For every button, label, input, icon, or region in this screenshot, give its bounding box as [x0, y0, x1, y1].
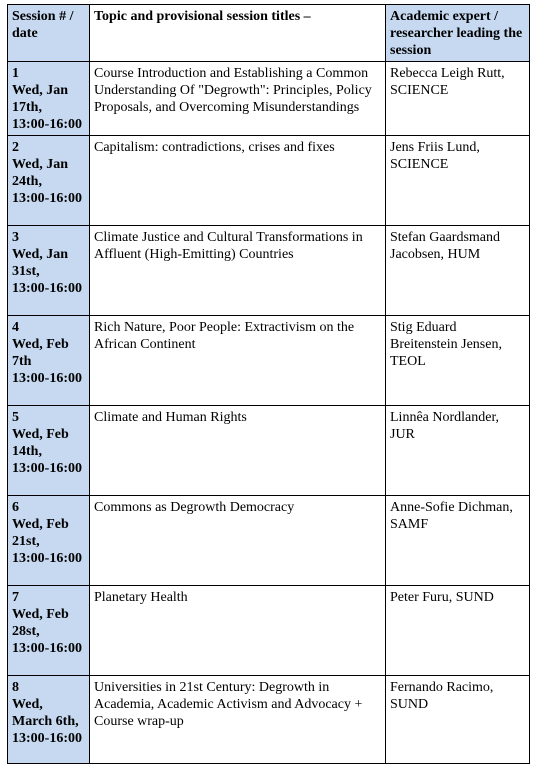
session-expert: Rebecca Leigh Rutt, SCIENCE: [386, 62, 530, 136]
session-topic: Climate Justice and Cultural Transformations in Affluent (High-Emitting) Countries: [90, 226, 386, 316]
session-time: 13:00-16:00: [12, 117, 82, 132]
session-date: 17th,: [12, 100, 42, 115]
session-number: 4: [12, 320, 19, 335]
session-day: Wed, Jan: [12, 83, 69, 98]
session-time: 13:00-16:00: [12, 641, 82, 656]
session-number: 3: [12, 230, 19, 245]
session-date: 24th,: [12, 174, 42, 189]
table-header-row: [8, 5, 530, 62]
session-day: Wed, Jan: [12, 157, 69, 172]
session-topic: Rich Nature, Poor People: Extractivism on the African Continent: [90, 316, 386, 406]
header-topic: Topic and provisional session titles –: [90, 5, 386, 62]
session-cell: [8, 496, 90, 586]
session-time: 13:00-16:00: [12, 371, 82, 386]
session-schedule-table: [7, 4, 530, 764]
session-expert: Linnêa Nordlander, JUR: [386, 406, 530, 496]
session-time: 13:00-16:00: [12, 191, 82, 206]
session-date: March 6th,: [12, 714, 79, 729]
session-number: 7: [12, 590, 19, 605]
session-expert: Peter Furu, SUND: [386, 586, 530, 676]
session-cell: [8, 586, 90, 676]
session-day: Wed, Feb: [12, 337, 69, 352]
session-expert: Stig Eduard Breitenstein Jensen, TEOL: [386, 316, 530, 406]
table-row: [8, 136, 530, 226]
session-date: 14th,: [12, 444, 42, 459]
session-time: 13:00-16:00: [12, 731, 82, 746]
session-cell: [8, 136, 90, 226]
session-date: 7th: [12, 354, 32, 369]
session-expert: Anne-Sofie Dichman, SAMF: [386, 496, 530, 586]
session-number: 6: [12, 500, 19, 515]
table-row: [8, 496, 530, 586]
session-cell: [8, 62, 90, 136]
header-session-date: Session # / date: [8, 5, 90, 62]
table-row: [8, 406, 530, 496]
table-row: [8, 676, 530, 764]
session-cell: [8, 406, 90, 496]
header-academic-expert: Academic expert / researcher leading the session: [386, 5, 530, 62]
session-date: 28st,: [12, 624, 40, 639]
table-row: [8, 226, 530, 316]
session-number: 8: [12, 680, 19, 695]
session-time: 13:00-16:00: [12, 281, 82, 296]
session-day: Wed, Feb: [12, 607, 69, 622]
table-row: [8, 316, 530, 406]
session-day: Wed, Feb: [12, 427, 69, 442]
session-number: 1: [12, 66, 19, 81]
session-expert: Stefan Gaardsmand Jacobsen, HUM: [386, 226, 530, 316]
session-number: 2: [12, 140, 19, 155]
session-day: Wed,: [12, 697, 43, 712]
session-day: Wed, Feb: [12, 517, 69, 532]
session-expert: Jens Friis Lund, SCIENCE: [386, 136, 530, 226]
session-expert: Fernando Racimo, SUND: [386, 676, 530, 764]
session-topic: Planetary Health: [90, 586, 386, 676]
session-time: 13:00-16:00: [12, 551, 82, 566]
session-topic: Course Introduction and Establishing a Common Understanding Of "Degrowth": Principles, Policy Proposals, and Overcoming Misunderstandings: [90, 62, 386, 136]
session-cell: [8, 316, 90, 406]
table-row: [8, 586, 530, 676]
session-topic: Commons as Degrowth Democracy: [90, 496, 386, 586]
session-date: 31st,: [12, 264, 40, 279]
session-topic: Capitalism: contradictions, crises and fixes: [90, 136, 386, 226]
session-time: 13:00-16:00: [12, 461, 82, 476]
session-day: Wed, Jan: [12, 247, 69, 262]
session-topic: Universities in 21st Century: Degrowth in Academia, Academic Activism and Advocacy + Course wrap-up: [90, 676, 386, 764]
session-cell: [8, 226, 90, 316]
session-topic: Climate and Human Rights: [90, 406, 386, 496]
table-row: [8, 62, 530, 136]
session-number: 5: [12, 410, 19, 425]
session-date: 21st,: [12, 534, 40, 549]
session-cell: [8, 676, 90, 764]
